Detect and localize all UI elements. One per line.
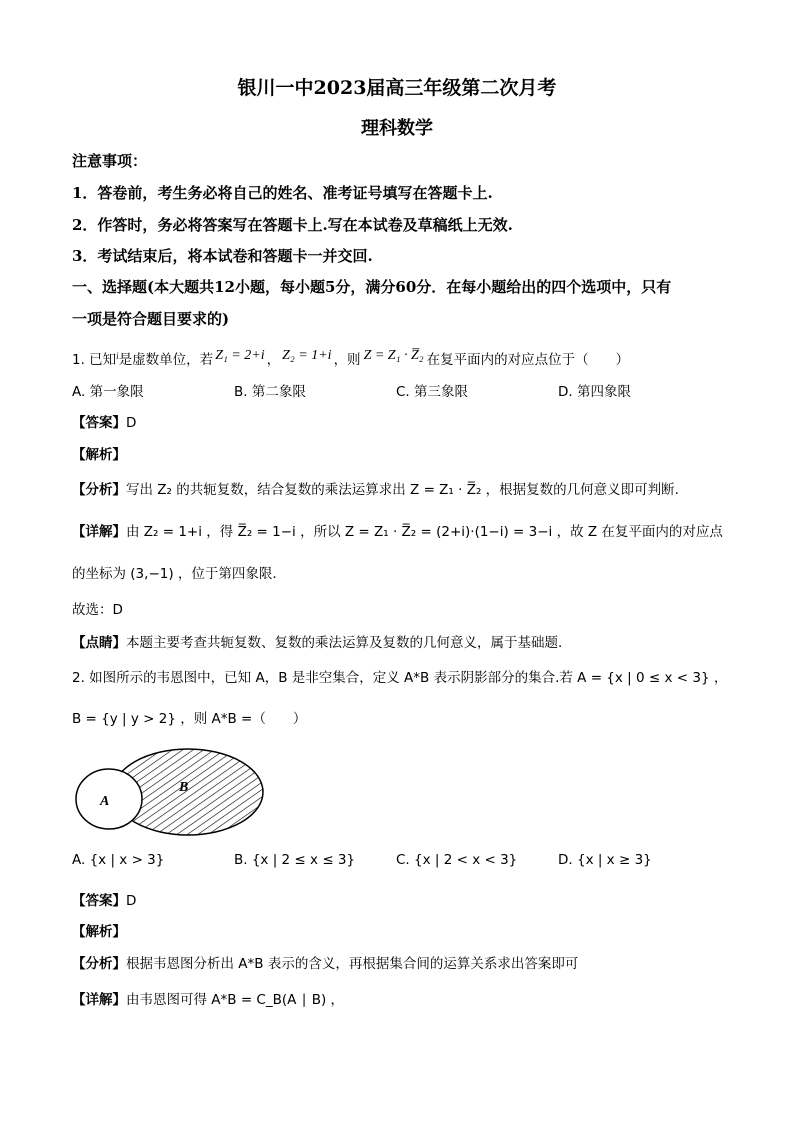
q2-xiangjie-text: 由韦恩图可得 A*B = C_B(A ∣ B) ， [126, 992, 345, 1008]
notes-heading: 注意事项： [72, 152, 148, 170]
q1-answer [72, 411, 136, 431]
q2-stem-line1: 2. 如图所示的韦恩图中，已知 A，B 是非空集合，定义 A*B 表示阴影部分的集合.若 A = {x | 0 ≤ x < 3} ， [72, 670, 728, 686]
q1-xiangjie-line1 [72, 520, 723, 540]
page-title: 银川一中2023届高三年级第二次月考 [237, 77, 557, 99]
q1-stem-d: 在复平面内的对应点位于（ ） [426, 352, 630, 368]
q1-stem-c: ，则 [333, 352, 361, 368]
q1-stem [72, 348, 629, 369]
q1-option-a: A. 第一象限 [72, 384, 144, 400]
q2-answer-value: D [126, 893, 137, 909]
q1-option-b: B. 第二象限 [234, 384, 306, 400]
q2-fenxi-tag: 【分析】 [72, 956, 126, 972]
section-heading-line1: 一、选择题(本大题共12小题，每小题5分，满分60分．在每小题给出的四个选项中，只有 [72, 278, 672, 296]
q1-answer-tag: 【答案】 [72, 415, 126, 431]
q2-answer-tag: 【答案】 [72, 893, 126, 909]
q1-option-c: C. 第三象限 [396, 384, 469, 400]
q2-option-b: B. {x | 2 ≤ x ≤ 3} [234, 852, 356, 868]
q2-fenxi-text: 根据韦恩图分析出 A*B 表示的含义，再根据集合间的运算关系求出答案即可 [126, 956, 579, 972]
note-item-1: 1．答卷前，考生务必将自己的姓名、准考证号填写在答题卡上. [72, 184, 493, 202]
q1-comma: ， [266, 352, 281, 368]
q2-jiexi-tag: 【解析】 [72, 924, 126, 940]
q2-option-d: D. {x | x ≥ 3} [558, 852, 652, 868]
q1-answer-value: D [126, 415, 137, 431]
q1-z2: Z₂ = 1+i [282, 348, 332, 363]
q2-option-c: C. {x | 2 < x < 3} [396, 852, 518, 868]
q2-option-a: A. {x | x > 3} [72, 852, 165, 868]
page-subtitle: 理科数学 [361, 118, 433, 139]
q1-stem-i: i [116, 351, 119, 361]
q2-fenxi [72, 952, 578, 972]
q1-dianjing-text: 本题主要考查共轭复数、复数的乘法运算及复数的几何意义，属于基础题. [126, 635, 563, 651]
venn-label-b: B [179, 780, 189, 795]
q2-xiangjie-tag: 【详解】 [72, 992, 126, 1008]
q1-dianjing [72, 631, 562, 651]
q1-xiangjie-tag: 【详解】 [72, 524, 126, 540]
q1-stem-b: 是虚数单位，若 [118, 352, 214, 368]
q1-dianjing-tag: 【点睛】 [72, 635, 126, 651]
section-heading-line2: 一项是符合题目要求的) [72, 310, 230, 328]
q1-fenxi-text: 写出 Z₂ 的共轭复数，结合复数的乘法运算求出 Z = Z₁ · Z̅₂ ，根据复数的几何意义即可判断. [126, 482, 679, 498]
q1-fenxi [72, 478, 679, 498]
q1-option-d: D. 第四象限 [558, 384, 631, 400]
q1-guxuan: 故选：D [72, 602, 123, 618]
q1-z1: Z₁ = 2+i [215, 348, 265, 363]
q1-stem-a: 1. 已知 [72, 352, 117, 368]
note-item-2: 2．作答时，务必将答案写在答题卡上.写在本试卷及草稿纸上无效. [72, 216, 513, 234]
q1-xiangjie-line2: 的坐标为 (3,−1) ，位于第四象限. [72, 566, 277, 582]
q2-stem-line2: B = {y | y > 2} ，则 A*B =（ ） [72, 711, 307, 727]
q1-fenxi-tag: 【分析】 [72, 482, 126, 498]
note-item-3: 3．考试结束后，将本试卷和答题卡一并交回. [72, 247, 373, 265]
venn-label-a: A [100, 794, 110, 809]
q2-xiangjie [72, 988, 344, 1008]
q1-xiangjie-text1: 由 Z₂ = 1+i ，得 Z̅₂ = 1−i ，所以 Z = Z₁ · Z̅₂ = (2+i)·(1−i) = 3−i ，故 Z 在复平面内的对应点 [126, 524, 723, 540]
venn-diagram [74, 745, 274, 855]
q1-z: Z = Z₁ · Z̅₂ [363, 348, 424, 363]
q1-jiexi-tag: 【解析】 [72, 447, 126, 463]
q2-answer [72, 889, 136, 909]
